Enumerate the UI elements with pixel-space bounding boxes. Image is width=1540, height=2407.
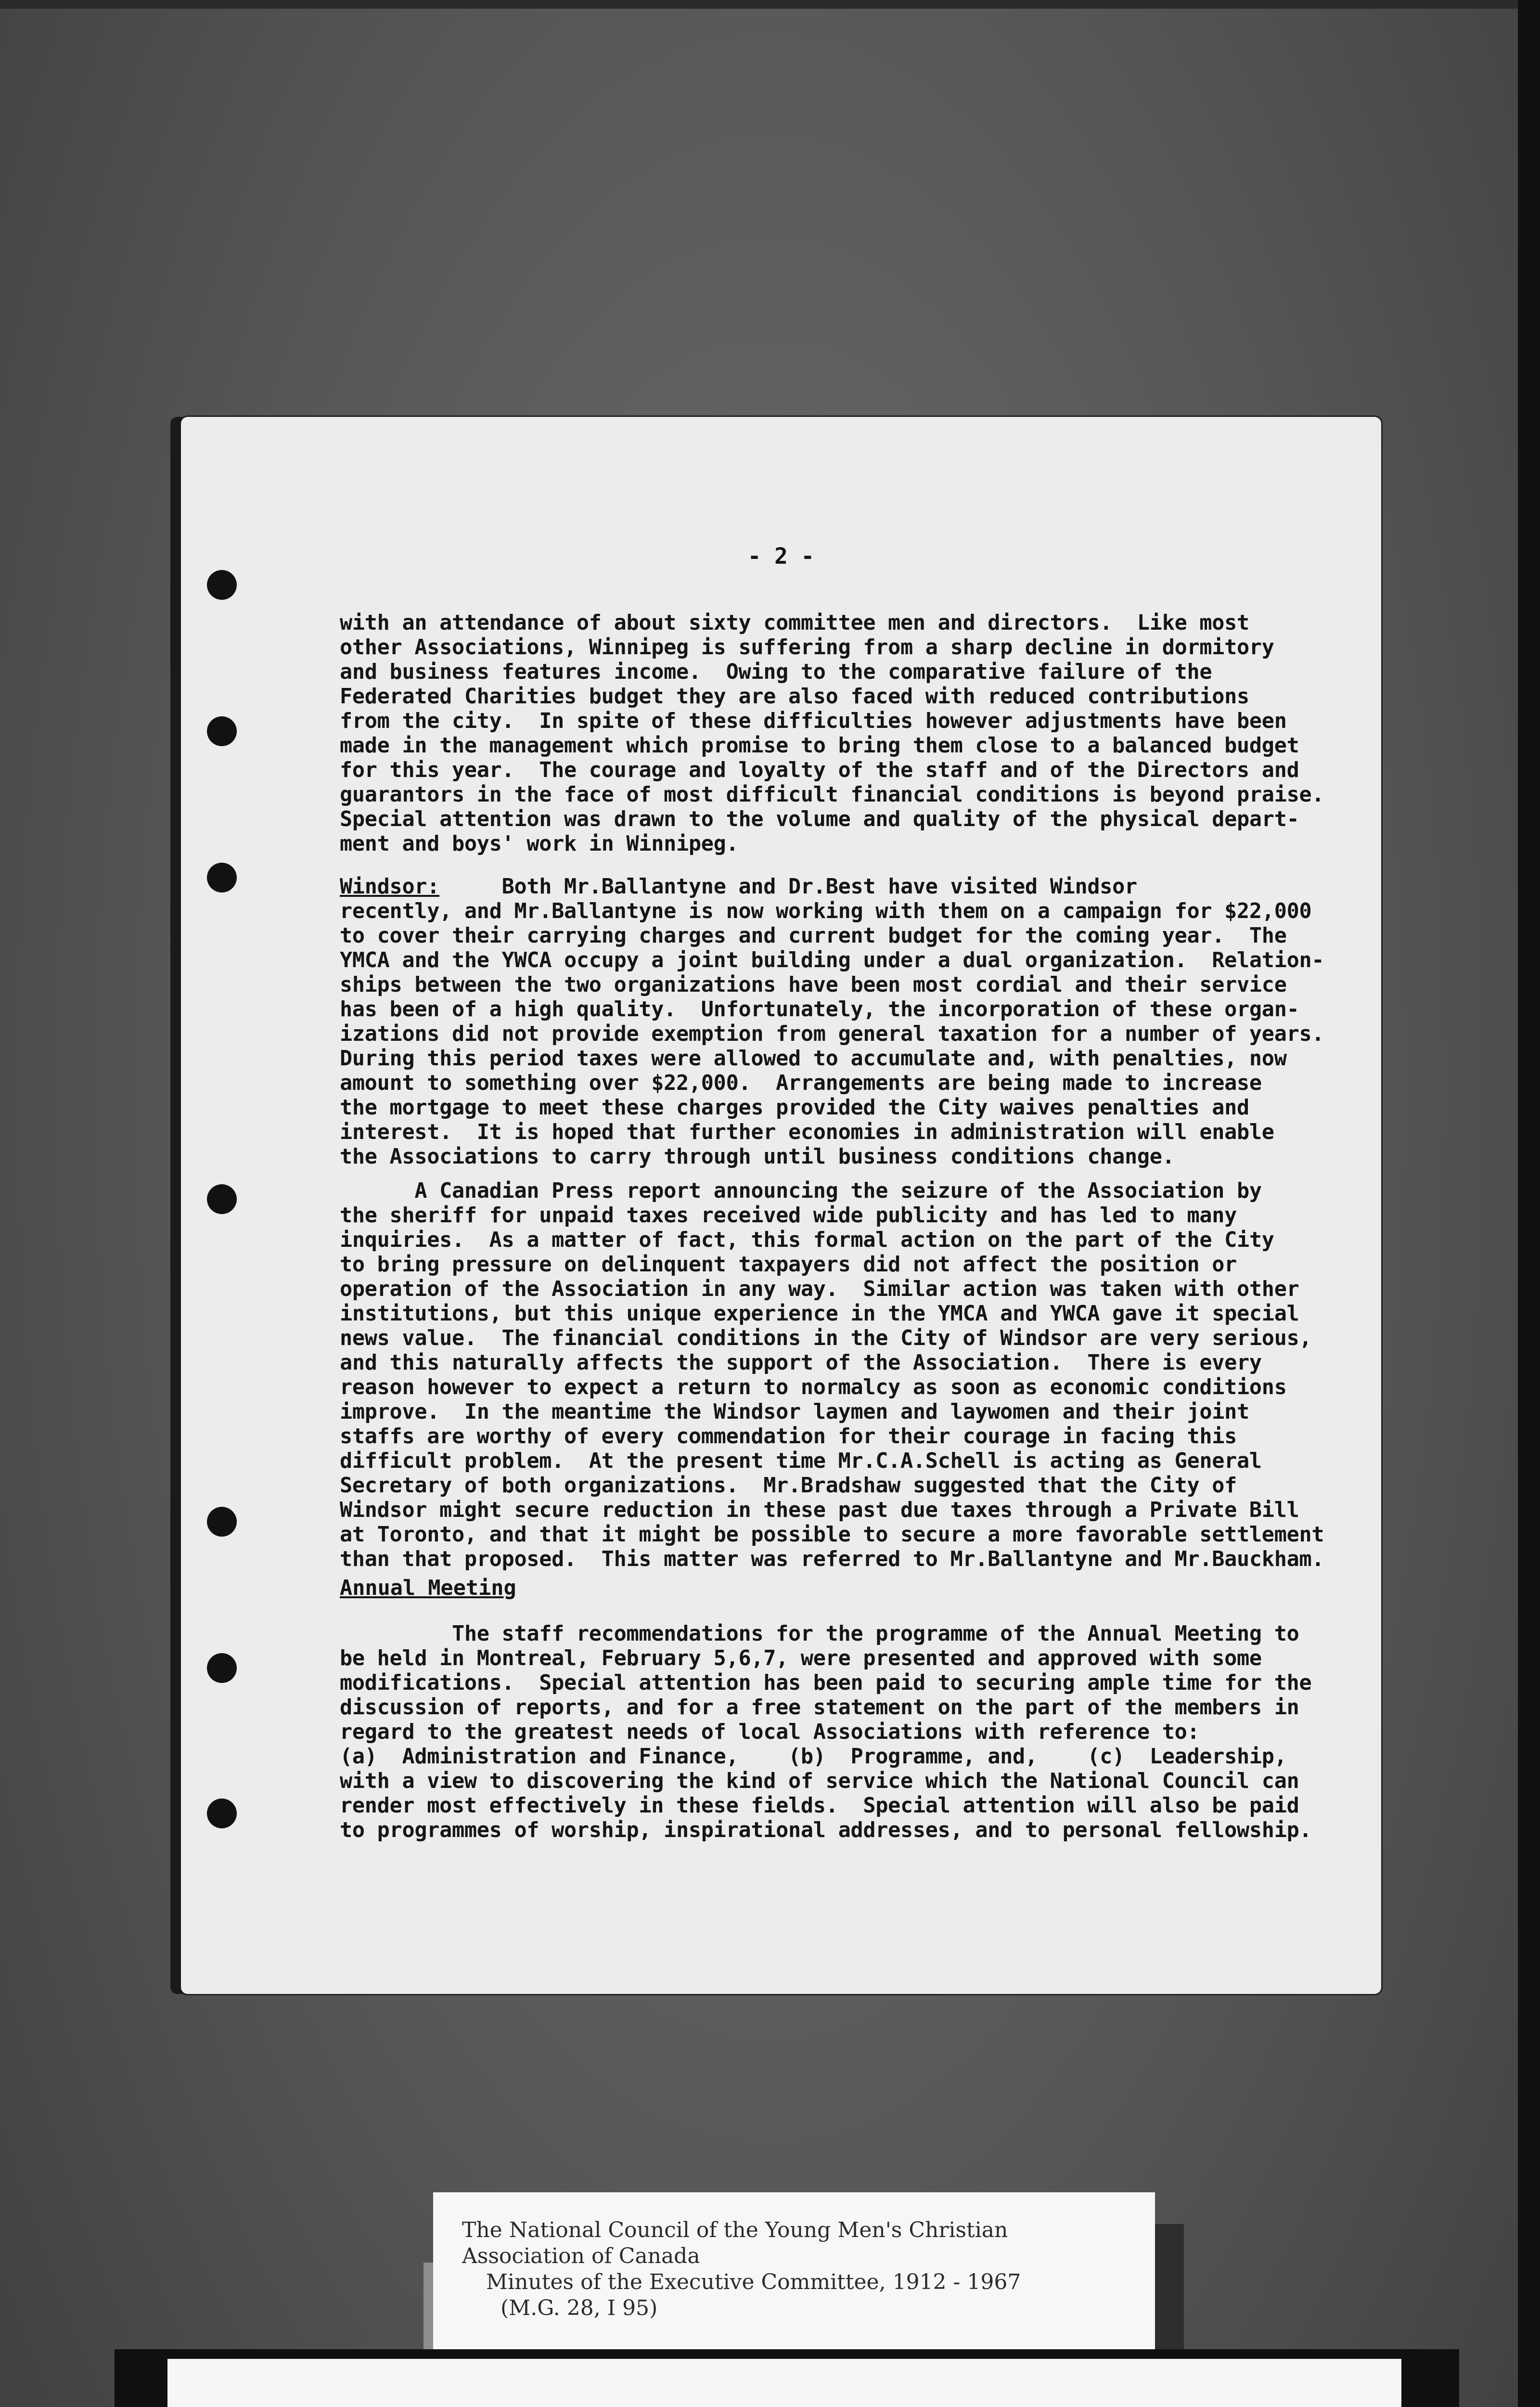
punch-hole [207, 716, 237, 746]
punch-hole [207, 1184, 237, 1214]
film-right-edge [1518, 0, 1540, 2407]
clip-shadow [1155, 2224, 1184, 2359]
windsor-label: Windsor: [340, 875, 440, 899]
archives-stamp [115, 2349, 1459, 2407]
label-line-1: The National Council of the Young Men's Christian [462, 2218, 1008, 2242]
document-page [181, 417, 1381, 1994]
punch-hole [207, 1799, 237, 1828]
page-number: - 2 - [747, 543, 815, 569]
film-top-edge [0, 0, 1540, 9]
section-heading-annual-meeting: Annual Meeting [340, 1576, 516, 1600]
paragraph-annual-meeting: The staff recommendations for the programme of the Annual Meeting to be held in Montreal, February 5,6,7, were presented and approved with some modifications. Special attention has been paid to securing ample time for the discussion of reports, and for a free statement on the part of the members in regard to the greatest needs of local Associations with reference to: (a) Administration and Finance, (b) Programme, and, (c) Leadership, with a view to discovering the kind of service which the National Council can render most effectively in these fields. Special attention will also be paid to programmes of worship, inspirational addresses, and to personal fellowship. [340, 1622, 1312, 1842]
punch-hole [207, 1653, 237, 1683]
punch-hole [207, 570, 237, 600]
paragraph-windsor [340, 875, 1341, 1169]
windsor-first-line: Both Mr.Ballantyne and Dr.Best have visited Windsor [439, 875, 1137, 899]
paragraph-winnipeg: with an attendance of about sixty committee men and directors. Like most other Associations, Winnipeg is suffering from a sharp decline in dormitory and business features income. Owing to the comparative failure of the Federated Charities budget they are also faced with reduced contributions from the city. In spite of these difficulties however adjustments have been made in the management which promise to bring them close to a balanced budget for this year. The courage and loyalty of the staff and of the Directors and guarantors in the face of most difficult financial conditions is beyond praise. Special attention was drawn to the volume and quality of the physical depart- ment and boys' work in Winnipeg. [340, 611, 1324, 856]
paragraph-press-report: A Canadian Press report announcing the seizure of the Association by the sheriff for unpaid taxes received wide publicity and has led to many inquiries. As a matter of fact, this formal action on the part of the City to bring pressure on delinquent taxpayers did not affect the position or operation of the Association in any way. Similar action was taken with other institutions, but this unique experience in the YMCA and YWCA gave it special news value. The financial conditions in the City of Windsor are very serious, and this naturally affects the support of the Association. There is every reason however to expect a return to normalcy as soon as economic conditions improve. In the meantime the Windsor laymen and laywomen and their joint staffs are worthy of every commendation for their courage in facing this difficult problem. At the present time Mr.C.A.Schell is acting as General Secretary of both organizations. Mr.Bradshaw suggested that the City of Windsor might secure reduction in these past due taxes through a Private Bill at Toronto, and that it might be possible to secure a more favorable settlement than that proposed. This matter was referred to Mr.Ballantyne and Mr.Bauckham. [340, 1179, 1324, 1571]
label-line-3: Minutes of the Executive Committee, 1912 - 1967 [486, 2270, 1021, 2294]
label-line-2: Association of Canada [462, 2244, 700, 2268]
windsor-body: recently, and Mr.Ballantyne is now working with them on a campaign for $22,000 to cover their carrying charges and current budget for the coming year. The YMCA and the YWCA occupy a joint building under a dual organization. Relation- ships between the two organizations have been most cordial and their service has been of a high quality. Unfortunately, the incorporation of these organ- izations did not provide exemption from general taxation for a number of years. During this period taxes were allowed to accumulate and, with penalties, now amount to something over $22,000. Arrangements are being made to increase the mortgage to meet these charges provided the City waives penalties and interest. It is hoped that further economies in administration will enable the Associations to carry through until business conditions change. [340, 899, 1324, 1169]
label-line-4: (M.G. 28, I 95) [500, 2296, 658, 2320]
punch-hole [207, 863, 237, 893]
punch-hole [207, 1507, 237, 1537]
stamp-card [167, 2359, 1401, 2407]
